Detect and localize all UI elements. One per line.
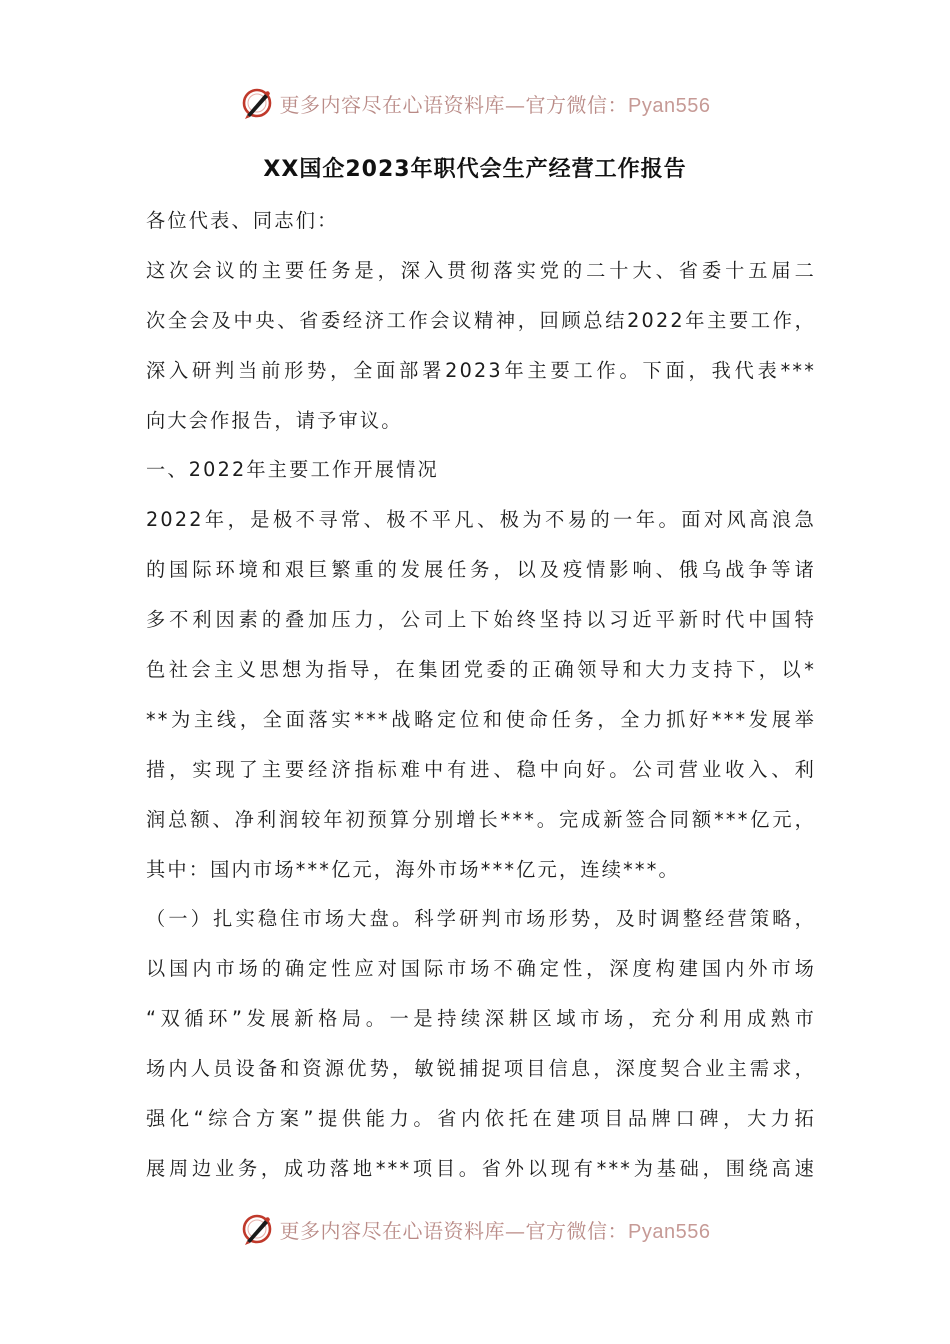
watermark-separator: — — [505, 1218, 526, 1243]
body-line: **为主线，全面落实***战略定位和使命任务，全力抓好***发展举 — [146, 707, 816, 731]
body-line: 一、2022年主要工作开展情况 — [146, 458, 439, 482]
body-line: 润总额、净利润较年初预算分别增长***。完成新签合同额***亿元， — [146, 807, 816, 831]
body-line: 的国际环境和艰巨繁重的发展任务，以及疫情影响、俄乌战争等诸 — [146, 558, 816, 582]
body-line: 色社会主义思想为指导，在集团党委的正确领导和大力支持下，以* — [146, 658, 816, 682]
watermark-banner-top — [0, 83, 950, 123]
body-line: 展周边业务，成功落地***项目。省外以现有***为基础，围绕高速 — [146, 1156, 816, 1180]
body-line: “双循环”发展新格局。一是持续深耕区域市场，充分利用成熟市 — [146, 1007, 816, 1031]
watermark-contact-label: 官方微信： — [525, 92, 629, 117]
body-line: 各位代表、同志们： — [146, 209, 339, 232]
watermark-text — [280, 89, 711, 118]
watermark-contact-label: 官方微信： — [525, 1218, 629, 1243]
watermark-wechat-id: Pyan556 — [628, 94, 711, 117]
body-line: （一）扎实稳住市场大盘。科学研判市场形势，及时调整经营策略， — [146, 907, 816, 931]
body-line: 场内人员设备和资源优势，敏锐捕捉项目信息，深度契合业主需求， — [146, 1057, 816, 1081]
body-line: 其中：国内市场***亿元，海外市场***亿元，连续***。 — [146, 857, 680, 881]
watermark-separator: — — [505, 92, 526, 117]
document-body — [146, 196, 816, 1194]
watermark-main-text: 更多内容尽在心语资料库 — [279, 92, 506, 117]
watermark-wechat-id: Pyan556 — [628, 1220, 711, 1243]
pen-circle-logo-icon — [240, 86, 274, 120]
body-line: 这次会议的主要任务是，深入贯彻落实党的二十大、省委十五届二 — [146, 258, 816, 282]
body-line: 向大会作报告，请予审议。 — [146, 408, 403, 432]
watermark-banner-bottom — [0, 1209, 950, 1249]
body-line: 2022年，是极不寻常、极不平凡、极为不易的一年。面对风高浪急 — [146, 508, 816, 532]
body-line: 多不利因素的叠加压力，公司上下始终坚持以习近平新时代中国特 — [146, 608, 816, 632]
body-line: 深入研判当前形势，全面部署2023年主要工作。下面，我代表*** — [146, 358, 816, 382]
pen-circle-logo-icon — [240, 1212, 274, 1246]
watermark-text — [280, 1215, 711, 1244]
body-line: 强化“综合方案”提供能力。省内依托在建项目品牌口碑，大力拓 — [146, 1107, 816, 1131]
body-line: 措，实现了主要经济指标难中有进、稳中向好。公司营业收入、利 — [146, 757, 816, 781]
watermark-main-text: 更多内容尽在心语资料库 — [279, 1218, 506, 1243]
body-line: 以国内市场的确定性应对国际市场不确定性，深度构建国内外市场 — [146, 957, 816, 981]
document-title: XX国企2023年职代会生产经营工作报告 — [263, 157, 687, 182]
body-line: 次全会及中央、省委经济工作会议精神，回顾总结2022年主要工作， — [146, 308, 816, 332]
